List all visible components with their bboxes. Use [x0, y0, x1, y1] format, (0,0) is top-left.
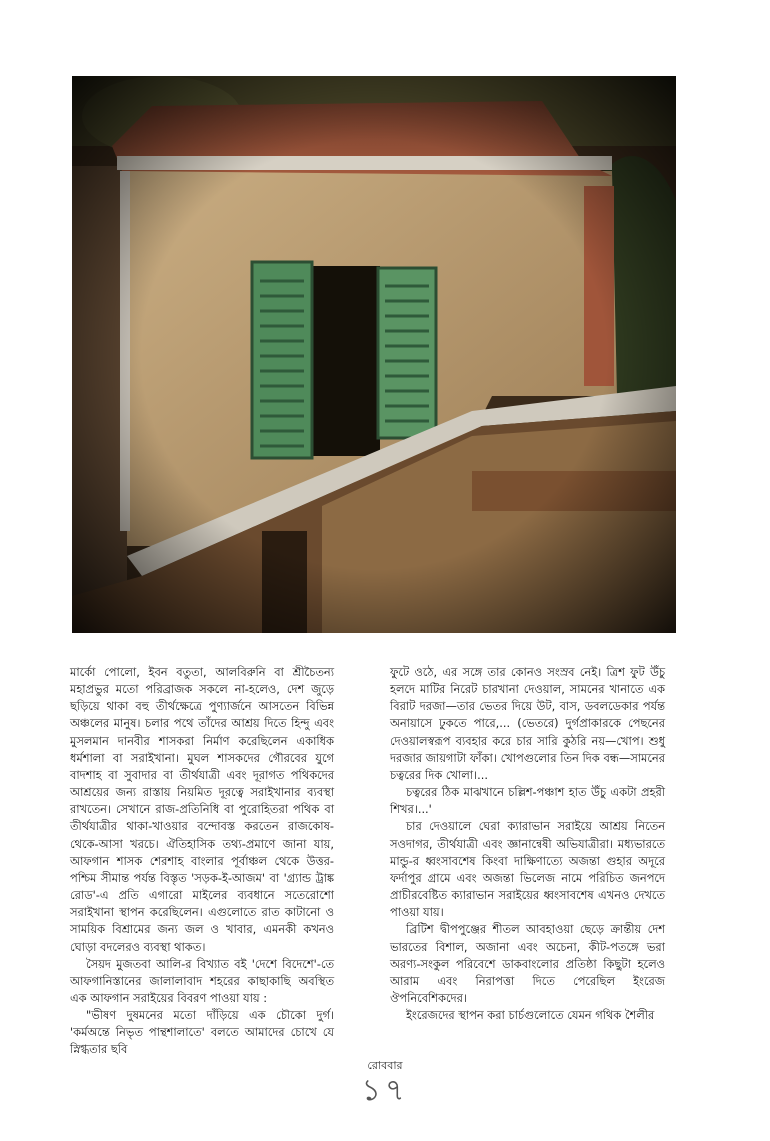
quote-paragraph: চত্বরের ঠিক মাঝখানে চল্লিশ-পঞ্চাশ হাত উঁচু একটা প্রহরী শিখর।...'	[390, 785, 665, 817]
paragraph: মার্কো পোলো, ইবন বতুতা, আলবিরুনি বা শ্রীচৈতন্য মহাপ্রভুর মতো পরিব্রাজক সকলে না-হলেও, দেশ জুড়ে ছড়িয়ে থাকা বহু তীর্থক্ষেত্রে পুণ্যার্জনে আসতেন বিভিন্ন অঞ্চলের মানুষ। চলার পথে তাঁদের আশ্রয় দিতে হিন্দু এবং মুসলমান দানবীর শাসকরা নির্মাণ করেছিলেন একাধিক ধর্মশালা বা সরাইখানা। মুঘল শাসকদের গৌরবের যুগে বাদশাহ বা সুবাদার বা তীর্থযাত্রী এবং দূরাগত পথিকদের আশ্রয়ের জন্য রাস্তায় নিয়মিত দূরত্বে সরাইখানার ব্যবস্থা রাখতেন। সেখানে রাজ-প্রতিনিধি বা পুরোহিতরা পথিক বা তীর্থযাত্রীর থাকা-খাওয়ার বন্দোবস্ত করতেন রাজকোষ-থেকে-আসা খরচে। ঐতিহাসিক তথ্য-প্রমাণে জানা যায়, আফগান শাসক শেরশাহ বাংলার পূর্বাঞ্চল থেকে উত্তর-পশ্চিম সীমান্ত পর্যন্ত বিস্তৃত 'সড়ক-ই-আজম' বা 'গ্র্যান্ড ট্রাঙ্ক রোড'-এ প্রতি এগারো মাইলের ব্যবধানে সতেরোশো সরাইখানা স্থাপন করেছিলেন। এগুলোতে রাত কাটানো ও সাময়িক বিশ্রামের জন্য জল ও খাবার, এমনকী কখনও ঘোড়া বদলেরও ব্যবস্থা থাকত।	[70, 665, 334, 954]
magazine-name: রোববার	[367, 1059, 403, 1072]
old-house-image	[72, 76, 676, 633]
paragraph: সৈয়দ মুজতবা আলি-র বিখ্যাত বই 'দেশে বিদেশে'-তে আফগানিস্তানের জালালাবাদ শহরের কাছাকাছি অবস্থিত এক আফগান সরাইয়ের বিবরণ পাওয়া যায় :	[70, 956, 334, 1005]
page-number: ১৭	[361, 1073, 409, 1108]
quote-paragraph: ফুটে ওঠে, এর সঙ্গে তার কোনও সংস্রব নেই। ত্রিশ ফুট উঁচু হলদে মাটির নিরেট চারখানা দেওয়াল, সামনের খানাতে এক বিরাট দরজা—তার ভেতর দিয়ে উট, বাস, ডবলডেকার পর্যন্ত অনায়াসে ঢুকতে পারে,... (ভেতরে) দুর্গপ্রাকারকে পেছনের দেওয়ালস্বরূপ ব্যবহার করে চার সারি কুঠরি নয়—খোপ। শুধু দরজার জায়গাটা ফাঁকা। খোপগুলোর তিন দিক বন্ধ—সামনের চত্বরের দিক খোলা।...	[390, 665, 665, 782]
quote-paragraph: "ভীষণ দুষমনের মতো দাঁড়িয়ে এক চৌকো দুর্গ। 'কর্মঅন্তে নিভৃত পান্থশালাতে' বলতে আমাদের চোখে যে স্নিগ্ধতার ছবি	[70, 1008, 334, 1057]
paragraph: চার দেওয়ালে ঘেরা ক্যারাভান সরাইয়ে আশ্রয় নিতেন সওদাগর, তীর্থযাত্রী এবং জ্ঞানান্বেষী অভিযাত্রীরা। মধ্যভারতে মান্ডু-র ধ্বংসাবশেষ কিংবা দাক্ষিণাত্যে অজন্তা গুহার অদূরে ফর্দাপুর গ্রামে এবং অজন্তা ভিলেজ নামে পরিচিত জনপদে প্রাচীরবেষ্টিত ক্যারাভান সরাইয়ের ধ্বংসাবশেষ এখনও দেখতে পাওয়া যায়।	[390, 819, 665, 920]
article-column-left	[70, 664, 334, 1059]
article-photo	[72, 76, 676, 633]
paragraph: ব্রিটিশ দ্বীপপুঞ্জের শীতল আবহাওয়া ছেড়ে ক্রান্তীয় দেশ ভারতের বিশাল, অজানা এবং অচেনা, কীট-পতঙ্গে ভরা অরণ্য-সংকুল পরিবেশে ডাকবাংলোর প্রতিষ্ঠা কিছুটা হলেও আরাম এবং নিরাপত্তা দিতে পেরেছিল ইংরেজ ঔপনিবেশিকদের।	[390, 922, 665, 1005]
paragraph: ইংরেজদের স্থাপন করা চার্চগুলোতে যেমন গথিক শৈলীর	[406, 1008, 655, 1023]
article-column-right	[390, 664, 665, 1024]
